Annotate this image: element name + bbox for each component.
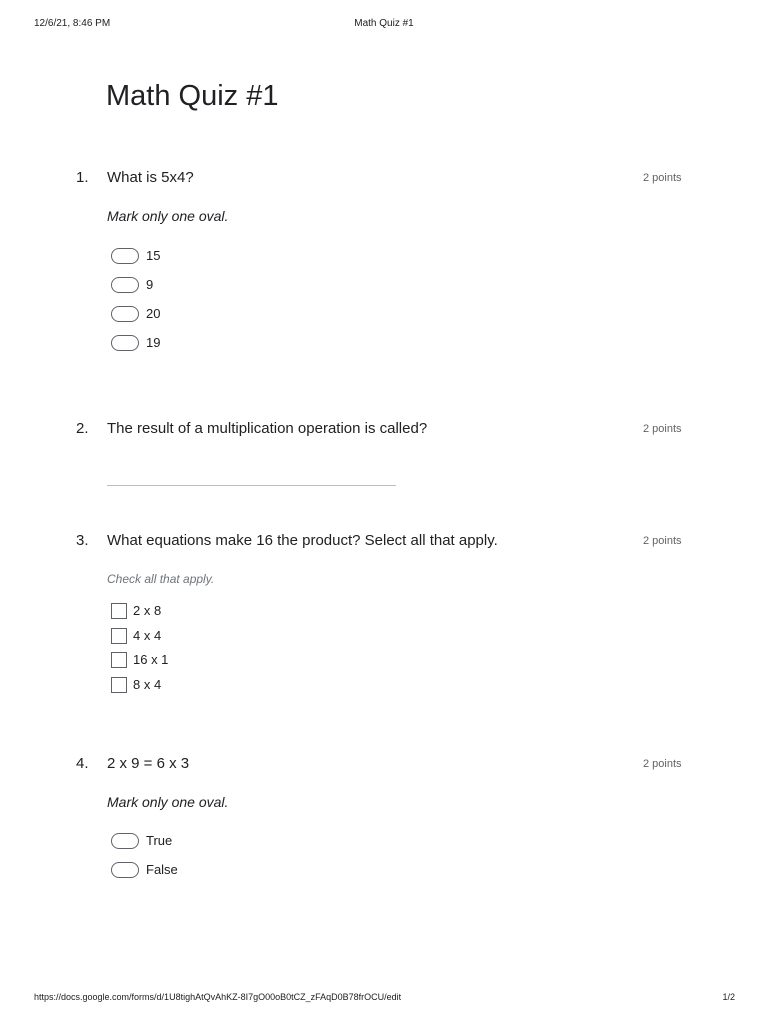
question-points: 2 points: [643, 172, 682, 184]
oval-radio[interactable]: [111, 833, 139, 849]
oval-radio[interactable]: [111, 277, 139, 293]
print-url: https://docs.google.com/forms/d/1U8tighAtQvAhKZ-8I7gO00oB0tCZ_zFAqD0B78frOCU/edit: [34, 992, 402, 1002]
checkbox[interactable]: [111, 677, 127, 693]
option-label: 20: [146, 306, 161, 321]
question-points: 2 points: [643, 423, 682, 435]
checkbox[interactable]: [111, 628, 127, 644]
checkbox[interactable]: [111, 652, 127, 668]
question-text: What equations make 16 the product? Select all that apply.: [107, 532, 498, 549]
form-title: Math Quiz #1: [106, 80, 279, 112]
oval-radio[interactable]: [111, 248, 139, 264]
oval-radio[interactable]: [111, 306, 139, 322]
question-number: 4.: [76, 755, 89, 772]
option-label: False: [146, 862, 178, 877]
question-number: 3.: [76, 532, 89, 549]
option-label: True: [146, 833, 173, 848]
question-text: The result of a multiplication operation is called?: [107, 420, 428, 437]
oval-radio[interactable]: [111, 862, 139, 878]
option-label: 19: [146, 335, 161, 350]
question-instruction: Check all that apply.: [107, 572, 215, 586]
question-text: What is 5x4?: [107, 169, 194, 186]
option-label: 2 x 8: [133, 603, 162, 618]
print-doc-title: Math Quiz #1: [354, 18, 414, 29]
question-number: 1.: [76, 169, 89, 186]
question-number: 2.: [76, 420, 89, 437]
question-text: 2 x 9 = 6 x 3: [107, 755, 190, 772]
option-label: 8 x 4: [133, 677, 162, 692]
option-label: 16 x 1: [133, 652, 169, 667]
question-instruction: Mark only one oval.: [107, 208, 229, 224]
option-label: 9: [146, 277, 154, 292]
option-label: 15: [146, 248, 161, 263]
checkbox[interactable]: [111, 603, 127, 619]
page-number: 1/2: [722, 992, 735, 1002]
short-answer-line[interactable]: [107, 485, 396, 486]
question-instruction: Mark only one oval.: [107, 794, 229, 810]
oval-radio[interactable]: [111, 335, 139, 351]
option-label: 4 x 4: [133, 628, 162, 643]
print-datetime: 12/6/21, 8:46 PM: [34, 18, 111, 29]
question-points: 2 points: [643, 758, 682, 770]
question-points: 2 points: [643, 535, 682, 547]
